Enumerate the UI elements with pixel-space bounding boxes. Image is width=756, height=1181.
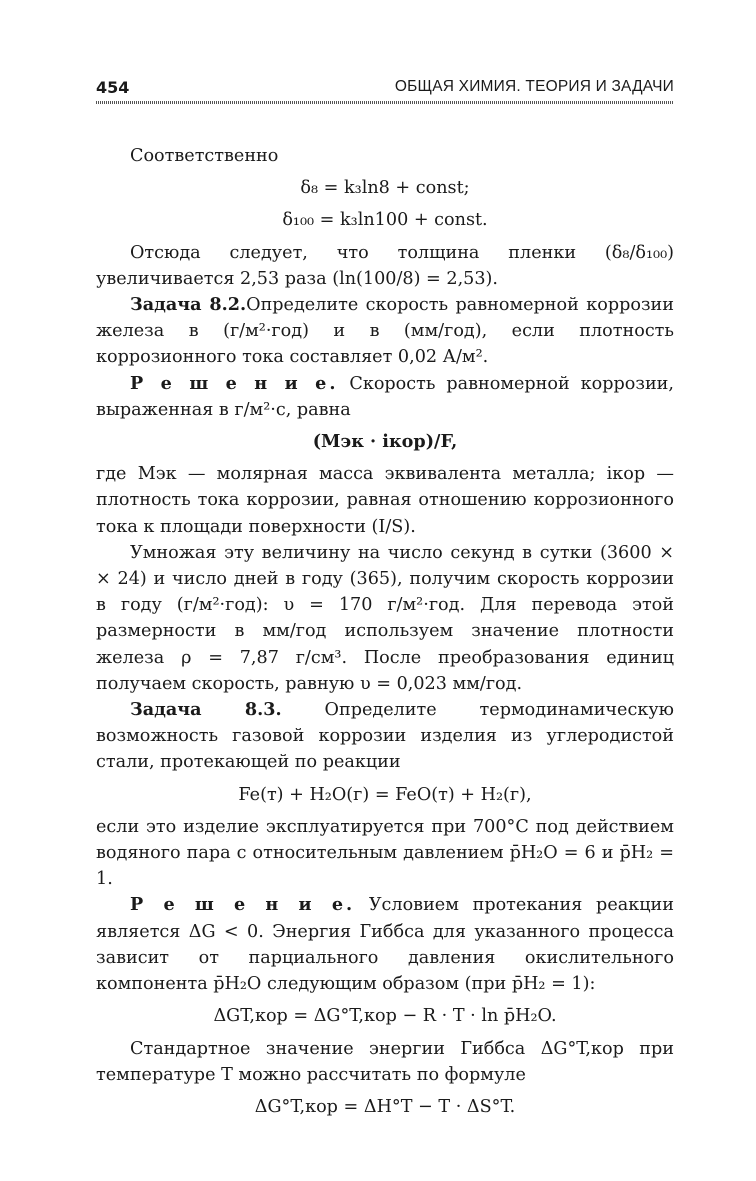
paragraph-6: Стандартное значение энергии Гиббса ΔG°T,кор при температуре T можно рассчитать по формуле — [96, 1038, 674, 1085]
solution-label-2: Р е ш е н и е. — [130, 894, 356, 916]
header-rule — [96, 101, 674, 104]
page-body — [96, 143, 674, 1126]
task-8-3 — [96, 697, 674, 776]
task-8-2 — [96, 292, 674, 371]
task-8-2-label: Задача 8.2. — [130, 294, 247, 316]
paragraph-3: где Mэк — молярная масса эквивалента металла; iкор — плотность тока коррозии, равная отношению коррозионного тока к площади поверхности (I/S). — [96, 464, 674, 537]
solution-8-3 — [96, 892, 674, 997]
solution-8-2-text: Скорость равномерной коррозии, выраженная в г/м²·с, равна — [96, 373, 674, 420]
task-8-3-label: Задача 8.3. — [130, 699, 282, 721]
equation-1: δ₈ = k₃ln8 + const; — [300, 178, 470, 199]
page-number: 454 — [96, 78, 130, 97]
paragraph-1: Соответственно — [130, 146, 279, 166]
equation-6: ΔG°T,кор = ΔH°T − T · ΔS°T. — [254, 1096, 516, 1117]
equation-2: δ₁₀₀ = k₃ln100 + const. — [282, 210, 488, 231]
paragraph-4: Умножая эту величину на число секунд в сутки (3600 × × 24) и число дней в году (365), получим скорость коррозии в году (г/м²·год): υ = 170 г/м²·год. Для перевода этой размерности в мм/год используем значение плотности железа ρ = 7,87 г/см³. После преобразования единиц получаем скорость, равную υ = 0,023 мм/год. — [96, 542, 674, 694]
equation-5: ΔGT,кор = ΔG°T,кор − R · T · ln p̄H₂O. — [213, 1006, 557, 1027]
equation-3: (Mэк · iкор)/F, — [312, 431, 458, 453]
task-8-2-text: Определите скорость равномерной коррозии железа в (г/м²·год) и в (мм/год), если плотность коррозионного тока составляет 0,02 А/м². — [96, 295, 674, 368]
paragraph-2: Отсюда следует, что толщина пленки (δ₈/δ₁₀₀) увеличивается 2,53 раза (ln(100/8) = 2,53). — [96, 242, 674, 289]
equation-4: Fe(т) + H₂O(г) = FeO(т) + H₂(г), — [238, 784, 532, 805]
solution-8-2 — [96, 371, 674, 423]
task-8-3-text: Определите термодинамическую возможность газовой коррозии изделия из углеродистой стали, протекающей по реакции — [96, 700, 674, 773]
solution-label: Р е ш е н и е. — [130, 372, 339, 394]
paragraph-5: если это изделие эксплуатируется при 700°С под действием водяного пара с относительным давлением p̄H₂O = 6 и p̄H₂ = 1. — [96, 816, 674, 890]
running-title: ОБЩАЯ ХИМИЯ. ТЕОРИЯ И ЗАДАЧИ — [394, 78, 674, 95]
solution-8-3-text: Условием протекания реакции является ΔG < 0. Энергия Гиббса для указанного процесса зависит от парциального давления окислительного компонента p̄H₂O следующим образом (при p̄H₂ = 1): — [96, 895, 674, 995]
